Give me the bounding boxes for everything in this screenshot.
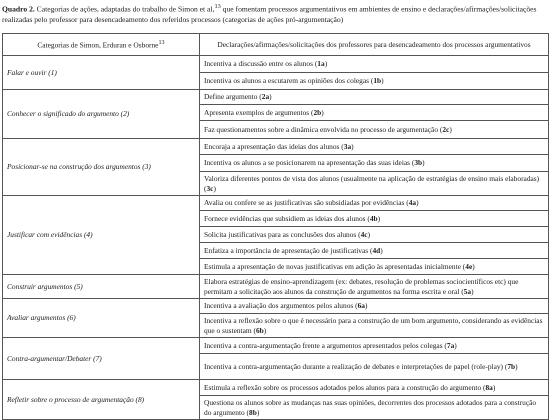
statement-suffix: ) [367, 229, 371, 239]
action-code: 4a [408, 198, 417, 208]
statement-suffix: ) [471, 286, 474, 296]
statement-suffix: ) [321, 107, 324, 117]
statement-cell [200, 338, 549, 354]
action-code: 8b [249, 407, 257, 417]
statement-cell [200, 155, 549, 172]
action-code: 4b [369, 213, 378, 223]
statement-suffix: ) [454, 340, 457, 350]
action-code: 7a [446, 340, 455, 350]
statement-cell [200, 121, 549, 139]
action-code: 1a [317, 59, 325, 69]
statement-suffix: ) [472, 261, 475, 271]
statement-suffix: ) [515, 361, 518, 371]
header-categories [3, 34, 200, 56]
statement-text: Define argumento ( [204, 92, 262, 102]
category-cell: Avaliar argumentos (6) [3, 299, 200, 338]
statement-text: Incentiva os alunos a escutarem as opiniões dos colegas ( [204, 76, 374, 86]
header-categories-text: Categorias de Simon, Erduran e Osborne [37, 40, 159, 50]
statement-text: Apresenta exemplos de argumentos ( [204, 107, 314, 117]
statement-text: Incentiva a reflexão sobre o que é necessário para a construção de um bom argumento, considerando as evidências que o sustentam ( [204, 316, 543, 335]
header-reference: 13 [158, 40, 165, 47]
category-cell: Falar e ouvir (1) [3, 56, 200, 90]
action-code: 2c [442, 124, 450, 134]
statement-suffix: ) [364, 301, 368, 311]
statement-text: Solicita justificativas para as conclusões dos alunos ( [204, 229, 361, 239]
statement-cell [200, 314, 549, 338]
statement-text: Enfatiza a importância de apresentação de justificativas ( [204, 245, 373, 255]
statement-cell [200, 56, 549, 73]
action-code: 4c [360, 229, 368, 239]
statement-suffix: ) [263, 325, 267, 335]
statement-cell [200, 243, 549, 259]
statement-suffix: ) [269, 92, 272, 102]
action-code: 2b [313, 107, 322, 117]
action-code: 6b [255, 325, 264, 335]
category-cell: Conhecer o significado do argumento (2) [3, 90, 200, 139]
action-code: 8a [485, 382, 493, 392]
statement-suffix: ) [380, 245, 383, 255]
table-row [3, 275, 549, 299]
statement-cell [200, 227, 549, 243]
action-code: 6a [357, 301, 365, 311]
table-body [3, 56, 549, 420]
categories-table [2, 33, 549, 420]
category-cell: Refletir sobre o processo de argumentação (8) [3, 380, 200, 420]
table-header-row [3, 34, 549, 56]
statement-text: Incentiva a avaliação dos argumentos pelos alunos ( [204, 301, 358, 311]
statement-suffix: ) [324, 59, 328, 69]
statement-text: Fornece evidências que subsidiem as ideias dos alunos ( [204, 213, 370, 223]
statement-text: Valoriza diferentes pontos de vista dos alunos (usualmente na aplicação de estratégias de ensino mais elaboradas) ( [204, 174, 540, 193]
caption-text: Categorias de ações, adaptadas do trabalho de Simon et al, [34, 4, 215, 14]
category-cell: Construir argumentos (5) [3, 275, 200, 299]
statement-suffix: ) [492, 382, 496, 392]
statement-cell [200, 211, 549, 227]
action-code: 3c [206, 183, 214, 193]
statement-cell [200, 139, 549, 155]
statement-cell [200, 90, 549, 105]
table-row [3, 338, 549, 354]
statement-suffix: ) [351, 141, 354, 151]
statement-cell [200, 354, 549, 380]
statement-suffix: ) [449, 124, 452, 134]
statement-cell [200, 73, 549, 90]
caption-label: Quadro 2. [2, 4, 35, 14]
statement-cell [200, 380, 549, 396]
action-code: 1b [373, 76, 382, 86]
category-cell: Justificar com evidências (4) [3, 196, 200, 275]
statement-suffix: ) [256, 407, 260, 417]
action-code: 2a [261, 92, 270, 102]
statement-text: Encoraja a apresentação das ideias dos alunos ( [204, 141, 344, 151]
table-row [3, 380, 549, 396]
statement-cell [200, 172, 549, 196]
statement-suffix: ) [381, 76, 384, 86]
table-row [3, 139, 549, 155]
statement-cell [200, 275, 549, 299]
statement-text: Incentiva a discussão entre os alunos ( [204, 59, 318, 69]
statement-text: Incentiva a contra-argumentação durante a realização de debates e interpretações de papel (role-play) ( [204, 361, 508, 371]
statement-text: Elabora estratégias de ensino-aprendizagem (ex: debates, resolução de problemas sociocientíficos etc) que permitam a solicitação aos alunos da construção de argumentos na forma escrita e oral ( [204, 277, 519, 296]
caption-reference: 13 [214, 3, 221, 10]
table-row [3, 56, 549, 73]
action-code: 7b [507, 361, 516, 371]
action-code: 5a [463, 286, 472, 296]
table-row [3, 196, 549, 211]
statement-suffix: ) [422, 158, 425, 168]
statement-cell [200, 299, 549, 314]
statement-suffix: ) [377, 213, 381, 223]
table-caption [2, 2, 548, 25]
caption-text-continued: que fomentam processos argumentativos em ambientes de ensino e declarações/afirmações/solicitações realizadas pelo professor para desencadeamento dos referidos processos (categorias de ações pró-argumentação) [2, 4, 537, 24]
statement-text: Incentiva os alunos a se posicionarem na apresentação das suas ideias ( [204, 158, 415, 168]
statement-suffix: ) [416, 198, 419, 208]
statement-cell [200, 105, 549, 121]
statement-text: Estimula a apresentação de novas justificativas em adição às apresentadas inicialmente ( [204, 261, 466, 271]
statement-text: Questiona os alunos sobre as mudanças nas suas opiniões, decorrentes dos processos adotados para a construção do argumento ( [204, 398, 537, 417]
statement-cell [200, 259, 549, 275]
category-cell: Posicionar-se na construção dos argumentos (3) [3, 139, 200, 196]
action-code: 4e [465, 261, 473, 271]
statement-text: Incentiva a contra-argumentação frente a argumentos apresentados pelos colegas ( [204, 340, 447, 350]
statement-cell [200, 196, 549, 211]
action-code: 3a [343, 141, 352, 151]
statement-suffix: ) [213, 183, 216, 193]
table-row [3, 299, 549, 314]
statement-text: Avalia ou confere se as justificativas são subsidiadas por evidências ( [204, 198, 409, 208]
header-statements: Declarações/afirmações/solicitações dos professores para desencadeamento dos processos argumentativos [200, 34, 549, 56]
action-code: 3b [414, 158, 423, 168]
category-cell: Contra-argumentar/Debater (7) [3, 338, 200, 380]
statement-text: Faz questionamentos sobre a dinâmica envolvida no processo de argumentação ( [204, 124, 443, 134]
action-code: 4d [372, 245, 381, 255]
table-row [3, 90, 549, 105]
statement-text: Estimula a reflexão sobre os processos adotados pelos alunos para a construção do argumento ( [204, 382, 486, 392]
